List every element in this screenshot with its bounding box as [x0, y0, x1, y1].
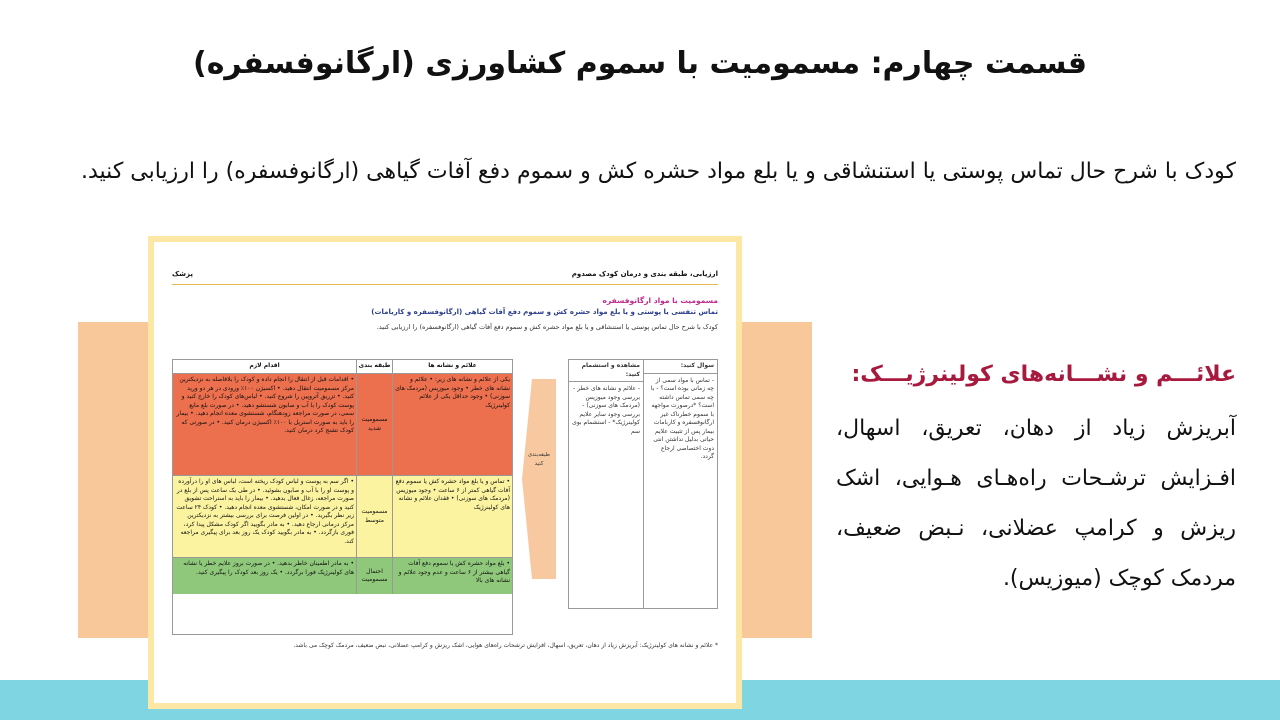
doc-footnote: * علائم و نشانه های کولینرژیک: آبریزش زیاد از دهان، تعریق، اسهال، افزایش ترشحات راه‌های هوایی، اشک ریزش و کرامپ عضلانی، نبض ضعیف، مردمک کوچک می باشد.: [293, 642, 718, 649]
row-moderate-category: مسمومیت متوسط: [356, 476, 392, 557]
slide-title: قسمت چهارم: مسمومیت با سموم کشاورزی (ارگانوفسفره): [192, 46, 1087, 81]
classify-label: طبقه‌بندی کنید: [527, 452, 550, 467]
doc-body: [172, 359, 718, 609]
row-severe-category: مسمومیت شدید: [356, 374, 392, 475]
classification-header: [173, 360, 512, 374]
protocol-document-image: [148, 236, 742, 709]
col-action-header: اقدام لازم: [249, 362, 280, 369]
row-moderate: [173, 476, 512, 558]
doc-header-title: ارزیابی، طبقه بندی و درمان کودک مصدوم: [571, 270, 718, 278]
row-severe-signs: یکی از علائم و نشانه های زیر: • علائم و نشانه های خطر • وجود میوزیس (مردمک های سوزنی) • وجود حداقل یکی از علائم کولینرژیک: [392, 374, 512, 475]
row-possible-signs: • بلع مواد حشره کش یا سموم دفع آفات گیاهی بیشتر از ۶ ساعت و عدم وجود علائم و نشانه های بالا: [392, 558, 512, 594]
look-header: مشاهده و استشمام کنید:: [569, 360, 643, 382]
ask-column: [643, 360, 717, 608]
doc-divider: [172, 284, 718, 285]
look-items: - علائم و نشانه های خطر - بررسی وجود میوزیس (مردمک های سوزنی) - بررسی وجود سایر علایم کولینرژیک* - استشمام بوی سم: [572, 385, 640, 435]
row-possible-category: احتمال مسمومیت: [356, 558, 392, 594]
look-column: [569, 360, 643, 608]
classification-table: [172, 359, 513, 635]
row-moderate-action: • اگر سم به پوست و لباس کودک ریخته است، لباس های او را درآورده و پوست او را با آب و صابون بشوئید. • در طی یک ساعت پس از بلع در صورت مراجعه، زغال فعال بدهید. • بیمار را باید به استراحت تشویق کنید و در صورت امکان، شستشوی معده انجام دهید. • کودک ۲۴ ساعت زیر نظر بگیرید. • در اولین فرصت برای بررسی بیشتر به نزدیکترین مرکز درمانی ارجاع دهید. • به مادر بگویید اگر کودک مشکل پیدا کرد، فوری بازگردد. • به مادر بگویید کودک یک روز بعد برای پیگیری مراجعه کند.: [176, 478, 354, 545]
doc-subheading: تماس تنفسی یا پوستی و یا بلع مواد حشره کش و سموم دفع آفات گیاهی (ارگانوفسفره و کاربامات): [371, 308, 718, 316]
row-possible-action: • به مادر اطمینان خاطر بدهید. • در صورت بروز علایم خطر یا نشانه های کولینرژیک فورا برگردد. • یک روز بعد کودک را پیگیری کنید.: [183, 560, 354, 576]
cholinergic-signs-text: آبریزش زیاد از دهان، تعریق، اسهال، افـزایش ترشـحات راه‌هـای هـوایی، اشک ریزش و کرامپ عضلانی، نـبض ضعیف، مردمک کوچک (میوزیس).: [836, 416, 1236, 591]
col-category-header: طبقه بندی: [356, 360, 392, 373]
doc-header: [154, 242, 736, 279]
row-severe-action: • اقدامات قبل از انتقال را انجام داده و کودک را بلافاصله به نزدیکترین مرکز مسمومیت انتقال دهید. • اکسیژن ۱۰۰٪ ورودی در هر دو ورید کنید. • تزریق آتروپین را شروع کنید. • لباس‌های کودک را خارج کنید و پوست کودک را با آب و صابون شستشو دهید. • در صورت بلع مایع سمی، در صورت مراجعه زودهنگام، شستشوی معده انجام دهید. • بیمار را باید به صورت استریل با ۱۰۰٪ اکسیژن درمان کنید. • در صورتی که کودک تشنج کرد درمان کنید.: [176, 376, 354, 434]
doc-header-role: پزشک: [172, 270, 194, 278]
intro-text: کودک با شرح حال تماس پوستی یا استنشاقی و یا بلع مواد حشره کش و سموم دفع آفات گیاهی (ارگانوفسفره) را ارزیابی کنید.: [81, 159, 1236, 184]
row-possible: [173, 558, 512, 594]
doc-heading: مسمومیت با مواد ارگانوفسفره: [602, 295, 718, 305]
ask-header: سوال کنید:: [644, 360, 717, 374]
row-moderate-signs: • تماس و یا بلع مواد حشره کش یا سموم دفع آفات گیاهی کمتر از ۶ ساعت • وجود میوزیس (مردمک های سوزنی) • فقدان علائم و نشانه های کولینرژیک: [392, 476, 512, 557]
row-severe: [173, 374, 512, 476]
col-signs-header: علائم و نشانه ها: [392, 360, 512, 373]
doc-instruction: کودک با شرح حال تماس پوستی یا استنشاقی و یا بلع مواد حشره کش و سموم دفع آفات گیاهی (ارگانوفسفره) را ارزیابی کنید.: [376, 322, 718, 331]
cholinergic-signs-title: علائـــم و نشـــانه‌های کولینرژیـــک:: [851, 362, 1236, 387]
assessment-table: [568, 359, 718, 609]
classify-arrow: [522, 379, 556, 579]
ask-items: - تماس با مواد سمی از چه زمانی بوده است؟ - با چه سمی تماس داشته است؟ *درصورت مواجهه با سموم خطرناک غیر ارگانوفسفره و کاربامات بیمار پس از تثبیت علایم حیاتی بدلیل نداشتن انتی دوت اختصاصی ارجاع گردد.: [650, 376, 714, 460]
